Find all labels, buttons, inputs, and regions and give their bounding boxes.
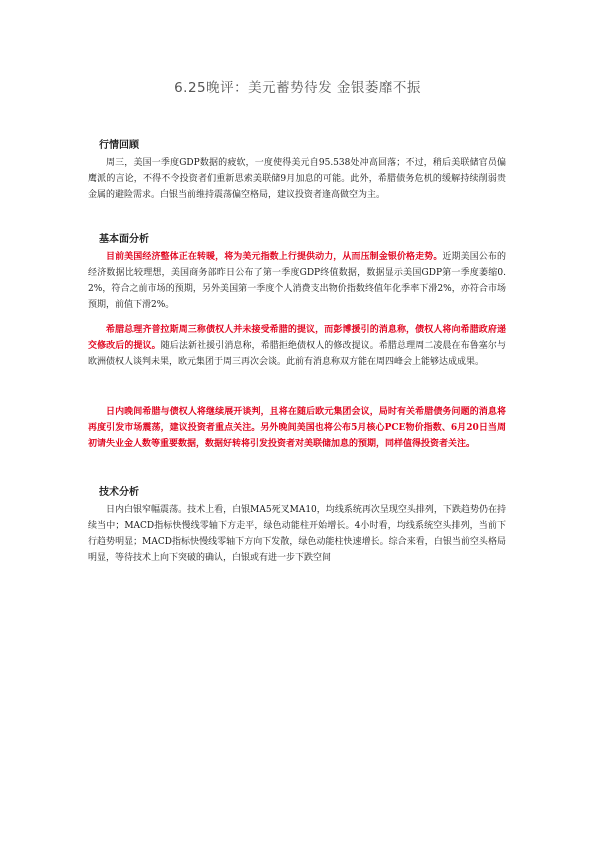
technical-section: [88, 483, 506, 566]
fundamentals-section: [88, 230, 506, 313]
fundamentals-p2-text: 随后法新社援引消息称，希腊拒绝债权人的修改提议。希腊总理周二凌晨在布鲁塞尔与欧洲债权人谈判未果，欧元集团于周三再次会谈。此前有消息称双方能在周四峰会上能够达成成果。: [88, 341, 506, 367]
greece-section: [88, 322, 506, 370]
fundamentals-paragraph-1: [88, 249, 506, 313]
fundamentals-heading: 基本面分析: [99, 234, 149, 245]
fundamentals-p2-highlight: 希腊总理齐普拉斯周三称债权人并未接受希腊的提议，而彭博援引的消息称，债权人将向希腊政府递交修改后的提议。: [88, 325, 506, 351]
technical-text: 日内白银窄幅震荡。技术上看，白银MA5死叉MA10，均线系统再次呈现空头排列，下跌趋势仍在持续当中；MACD指标快慢线零轴下方走平，绿色动能柱开始增长。4小时看，均线系统空头排列，当前下行趋势明显；MACD指标快慢线零轴下方向下发散，绿色动能柱快速增长。综合来看，白银当前空头格局明显，等待技术上向下突破的确认，白银或有进一步下跌空间: [88, 505, 506, 563]
market-review-heading: 行情回顾: [99, 140, 139, 151]
page-title: 6.25晚评：美元蓄势待发 金银萎靡不振: [174, 80, 421, 96]
fundamentals-paragraph-2: [88, 322, 506, 370]
technical-heading: 技术分析: [99, 487, 139, 498]
fundamentals-p1-highlight: 目前美国经济整体正在转暖，将为美元指数上行提供动力，从而压制金银价格走势。: [106, 252, 443, 262]
outlook-section: [88, 404, 506, 452]
market-review-text: 周三，美国一季度GDP数据的疲软，一度使得美元自95.538处冲高回落；不过，稍后美联储官员偏鹰派的言论，不得不令投资者们重新思索美联储9月加息的可能。此外，希腊债务危机的缓解持续削弱贵金属的避险需求。白银当前维持震荡偏空格局，建议投资者逢高做空为主。: [88, 158, 506, 200]
fundamentals-paragraph-3: 日内晚间希腊与债权人将继续展开谈判，且将在随后欧元集团会议，局时有关希腊债务问题的消息将再度引发市场震荡，建议投资者重点关注。另外晚间美国也将公布5月核心PCE物价指数、6月20日当周初请失业金人数等重要数据，数据好转将引发投资者对美联储加息的预期，同样值得投资者关注。: [88, 407, 506, 449]
fundamentals-p1-text: 近期美国公布的经济数据比较理想，美国商务部昨日公布了第一季度GDP终值数据，数据显示美国GDP第一季度萎缩0.2%，符合之前市场的预期，另外美国第一季度个人消费支出物价指数终值年化季率下滑2%，亦符合市场预期，前值下滑2%。: [88, 252, 506, 310]
market-review-section: [88, 136, 506, 203]
